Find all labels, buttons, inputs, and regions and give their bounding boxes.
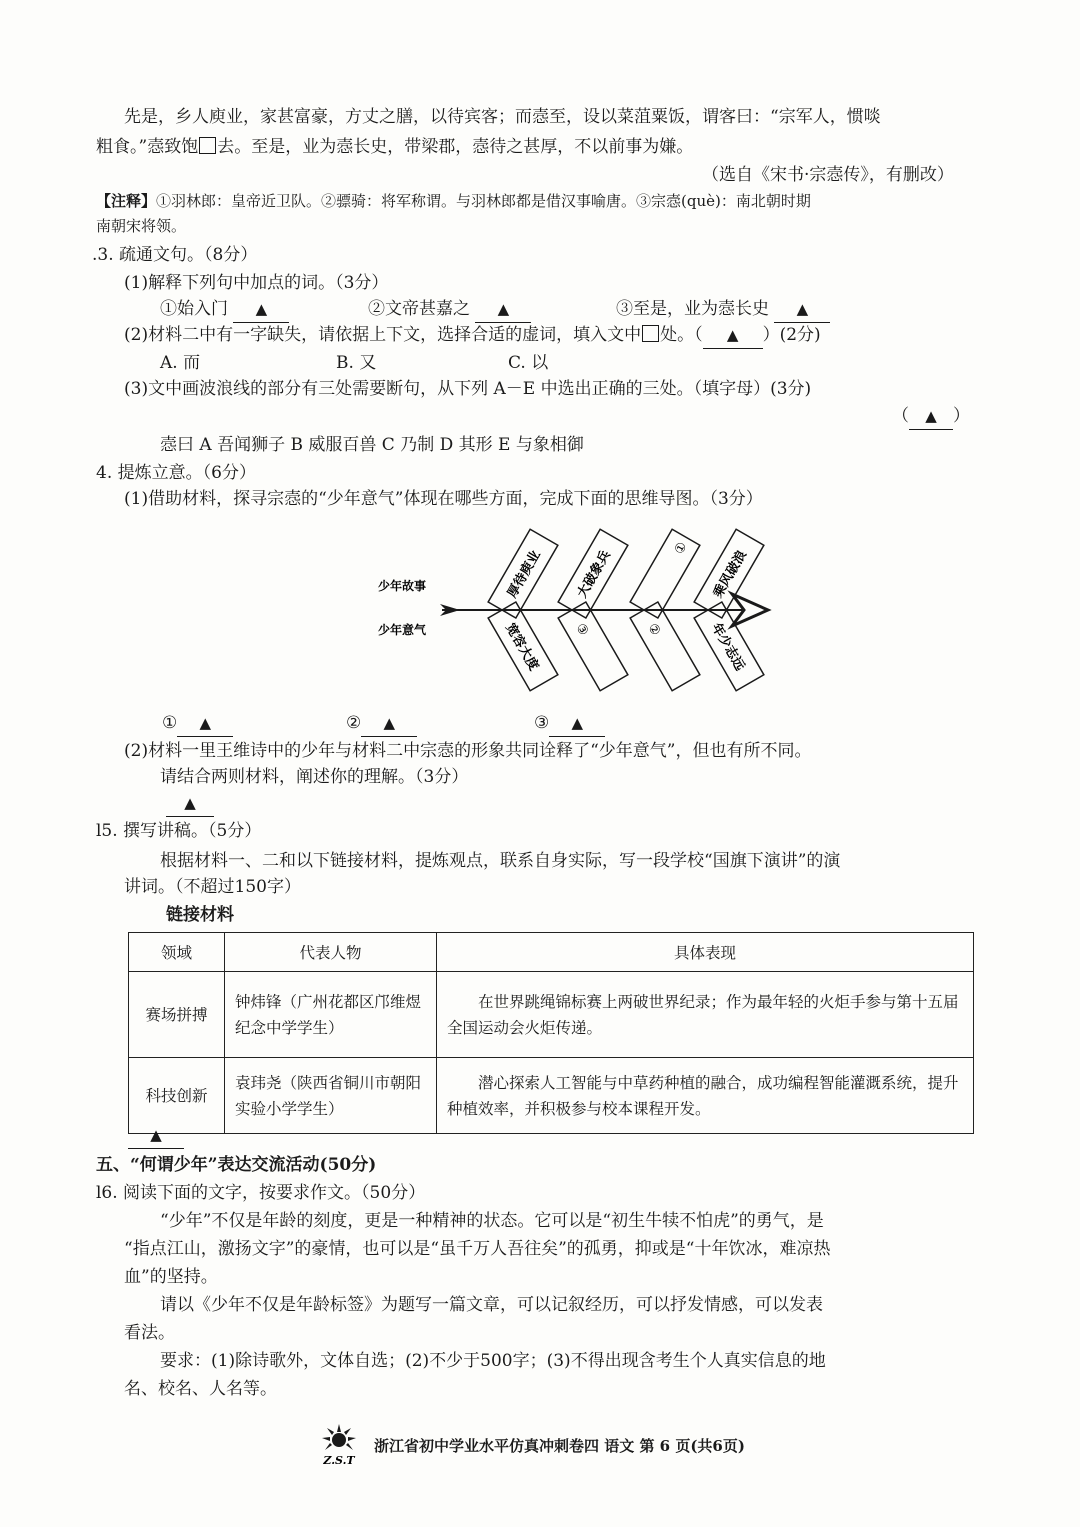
answer-blank[interactable]: ▲	[166, 790, 214, 817]
answer-blank[interactable]: ▲	[128, 1122, 184, 1149]
q16-p3-line-2: 名、校名、人名等。	[124, 1379, 277, 1399]
label-story: 少年故事	[378, 579, 427, 593]
label-spirit: 少年意气	[378, 623, 427, 637]
q14-title: 4. 提炼立意。（6分）	[96, 463, 256, 483]
q13-item-3: ③至是，业为悫长史 ▲	[616, 296, 830, 323]
svg-text:大破象兵: 大破象兵	[574, 548, 614, 601]
footer-text: 浙江省初中学业水平仿真冲刺卷四 语文 第 6 页(共6页)	[374, 1436, 745, 1455]
page-footer	[312, 1422, 745, 1468]
q16-p3-line-1: 要求：(1)除诗歌外，文体自选；(2)不少于500字；(3)不得出现含考生个人真实信息的地	[160, 1351, 826, 1371]
table-cell-detail: 在世界跳绳锦标赛上两破世界纪录；作为最年轻的火炬手参与第十五届全国运动会火炬传递。	[437, 972, 974, 1058]
q13-option-c: C. 以	[508, 353, 549, 373]
svg-text:Z.S.T: Z.S.T	[323, 1454, 355, 1467]
answer-blank[interactable]: ▲	[703, 322, 763, 349]
table-cell-detail: 潜心探索人工智能与中草药种植的融合，成功编程智能灌溉系统，提升种植效率，并积极参与校本课程开发。	[437, 1058, 974, 1134]
table-row	[129, 1058, 974, 1134]
q13-option-b: B. 又	[336, 353, 377, 373]
svg-text:①: ①	[671, 539, 691, 558]
table-header-row	[129, 933, 974, 972]
answer-blank[interactable]: ▲	[361, 710, 417, 737]
q16-title: l6. 阅读下面的文字，按要求作文。（50分）	[96, 1183, 426, 1203]
missing-char-box	[199, 137, 216, 154]
publisher-logo	[312, 1422, 366, 1468]
q14-answer-1: ① ▲	[162, 710, 233, 737]
table-cell-field: 赛场拼搏	[129, 972, 225, 1058]
q13-title: .3. 疏通文句。（8分）	[92, 245, 258, 265]
passage-source: （选自《宋书·宗悫传》，有删改）	[702, 165, 954, 185]
link-material-table	[128, 932, 974, 1134]
table-header: 具体表现	[437, 933, 974, 972]
section5-title: 五、“何谓少年”表达交流活动(50分)	[96, 1155, 377, 1175]
annotation-line-2: 南朝宋将领。	[96, 217, 187, 235]
q16-p1-line-2: “指点江山，激扬文字”的豪情，也可以是“虽千万人吾往矣”的孤勇，抑或是“十年饮冰，难凉热	[124, 1239, 831, 1259]
svg-text:乘风破浪: 乘风破浪	[710, 548, 750, 601]
q16-p1-line-3: 血”的坚持。	[124, 1267, 218, 1287]
missing-char-box	[642, 325, 659, 342]
q13-sub3: (3)文中画波浪线的部分有三处需要断句，从下列 A－E 中选出正确的三处。（填字母）(3分)	[124, 379, 812, 399]
q15-line-1: 根据材料一、二和以下链接材料，提炼观点，联系自身实际，写一段学校“国旗下演讲”的演	[160, 851, 841, 871]
bottom-box-1	[488, 602, 558, 691]
top-box-2	[558, 529, 628, 618]
svg-text:③: ③	[572, 621, 592, 639]
q15-answer	[128, 1122, 184, 1149]
q13-sub1: (1)解释下列句中加点的词。（3分）	[124, 273, 389, 293]
q14-answer-3: ③ ▲	[534, 710, 605, 737]
table-header: 领域	[129, 933, 225, 972]
q13-option-a: A. 而	[160, 353, 201, 373]
svg-text:②: ②	[644, 621, 664, 639]
answer-blank[interactable]: ▲	[774, 296, 830, 323]
passage-line-1: 先是，乡人庾业，家甚富豪，方丈之膳，以待宾客；而悫至，设以菜菹粟饭，谓客曰：“宗军人，惯啖	[124, 107, 881, 127]
annotation-label: 【注释】	[96, 192, 157, 210]
passage-line-2	[96, 134, 693, 160]
svg-text:年少志远: 年少志远	[708, 620, 748, 674]
q16-p2-line-1: 请以《少年不仅是年龄标签》为题写一篇文章，可以记叙经历，可以抒发情感，可以发表	[160, 1295, 823, 1315]
q13-item-2: ②文帝甚嘉之 ▲	[368, 296, 531, 323]
table-cell-person: 钟炜锋（广州花都区邝维煜纪念中学学生）	[225, 972, 437, 1058]
table-cell-field: 科技创新	[129, 1058, 225, 1134]
q16-p1-line-1: “少年”不仅是年龄的刻度，更是一种精神的状态。它可以是“初生牛犊不怕虎”的勇气，是	[160, 1211, 824, 1231]
q14-sub2-line-2: 请结合两则材料，阐述你的理解。（3分）	[160, 767, 469, 787]
svg-text:厚待庾业: 厚待庾业	[504, 548, 544, 601]
top-box-3	[630, 529, 700, 618]
q14-sub1: (1)借助材料，探寻宗悫的“少年意气”体现在哪些方面，完成下面的思维导图。（3分）	[124, 489, 763, 509]
passage-line-2-end: 去。至是，业为悫长史，带梁郡，悫待之甚厚，不以前事为嫌。	[217, 137, 694, 157]
q15-line-2: 讲词。（不超过150字）	[124, 877, 301, 897]
q13-answer-paren: （ ▲ ）	[892, 403, 970, 430]
top-box-1	[488, 529, 558, 618]
table-cell-person: 袁玮尧（陕西省铜川市朝阳实验小学学生）	[225, 1058, 437, 1134]
bottom-box-2	[558, 602, 628, 691]
annotation-line-1	[96, 188, 811, 214]
answer-blank[interactable]: ▲	[909, 403, 953, 430]
svg-text:宽容大度: 宽容大度	[502, 620, 542, 674]
q14-sub2-answer	[166, 790, 214, 817]
answer-blank[interactable]: ▲	[177, 710, 233, 737]
link-material-title: 链接材料	[166, 905, 234, 925]
passage-line-2-start: 粗食。”悫致饱	[96, 137, 199, 157]
q13-item-1: ①始入门 ▲	[160, 296, 289, 323]
annotation-text-1: ①羽林郎：皇帝近卫队。②骠骑：将军称谓。与羽林郎都是借汉事喻唐。③宗悫(què)：南北朝时期	[156, 192, 811, 210]
table-row	[129, 972, 974, 1058]
q16-p2-line-2: 看法。	[124, 1323, 175, 1343]
answer-blank[interactable]: ▲	[475, 296, 531, 323]
q13-sub2: (2)材料二中有一字缺失，请依据上下文，选择合适的虚词，填入文中 处。（ ▲ ）(2分)	[124, 322, 821, 349]
q14-sub2-line-1: (2)材料一里王维诗中的少年与材料二中宗悫的形象共同诠释了“少年意气”，但也有所不同。	[124, 741, 812, 761]
mind-map-diagram	[360, 512, 780, 708]
answer-blank[interactable]: ▲	[233, 296, 289, 323]
bottom-box-3	[630, 602, 700, 691]
table-header: 代表人物	[225, 933, 437, 972]
q15-title: l5. 撰写讲稿。（5分）	[96, 821, 262, 841]
q14-answer-2: ② ▲	[346, 710, 417, 737]
answer-blank[interactable]: ▲	[549, 710, 605, 737]
q13-sentence: 悫曰 A 吾闻狮子 B 威服百兽 C 乃制 D 其形 E 与象相御	[160, 435, 584, 455]
